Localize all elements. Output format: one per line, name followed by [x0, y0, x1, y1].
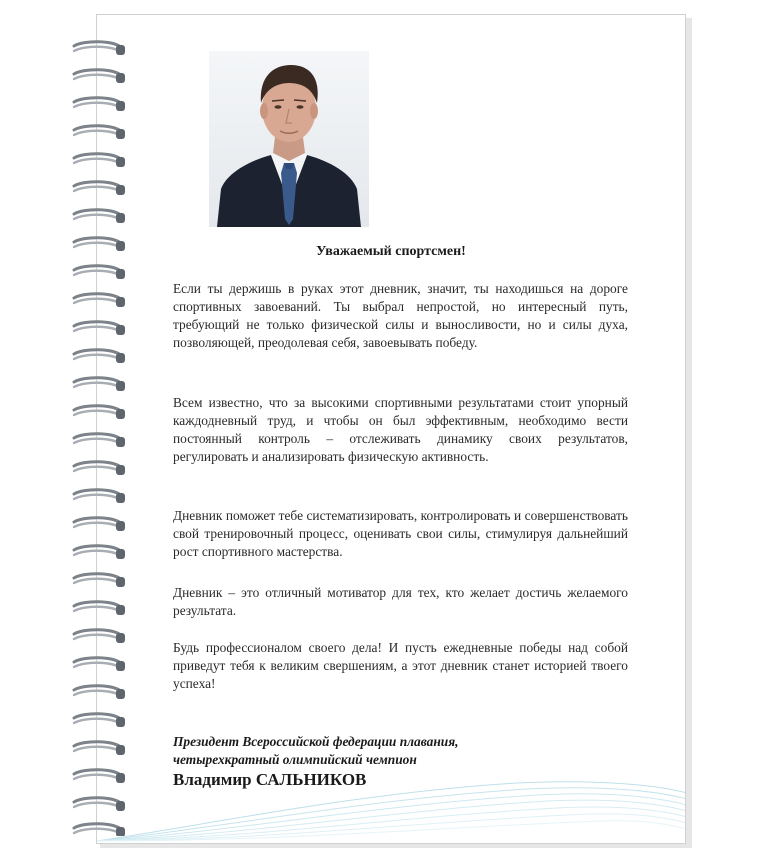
portrait-photo	[209, 51, 369, 227]
signature-title-line-1: Президент Всероссийской федерации плавания,	[173, 734, 459, 749]
signature-title-line-2: четырехкратный олимпийский чемпион	[173, 752, 417, 767]
signature-name: Владимир САЛЬНИКОВ	[173, 770, 367, 789]
letter-paragraph-2: Всем известно, что за высокими спортивными результатами стоит упорный каждодневный труд, и чтобы он был эффективным, необходимо вести постоянный контроль – отслеживать динамику своих результатов, регулировать и анализировать физическую активность.	[173, 395, 628, 464]
letter-paragraph-5: Будь профессионалом своего дела! И пусть ежедневные победы над собой приведут тебя к великим свершениям, а этот дневник станет историей твоего успеха!	[173, 640, 628, 691]
letter-paragraph-1: Если ты держишь в руках этот дневник, значит, ты находишься на дороге спортивных завоеваний. Ты выбрал непростой, но интересный путь, требующий не только физической силы и выносливости, но и силы духа, позволяющей, преодолевая себя, завоевывать победу.	[173, 281, 628, 350]
signature-block	[173, 733, 458, 791]
letter-paragraph-3: Дневник поможет тебе систематизировать, контролировать и совершенствовать свой тренировочный процесс, оценивать свои силы, стимулируя дальнейший рост спортивного мастерства.	[173, 508, 628, 559]
letter-heading: Уважаемый спортсмен!	[316, 244, 466, 259]
letter-paragraph-4: Дневник – это отличный мотиватор для тех, кто желает достичь желаемого результата.	[173, 585, 628, 618]
spiral-binding	[70, 36, 130, 836]
